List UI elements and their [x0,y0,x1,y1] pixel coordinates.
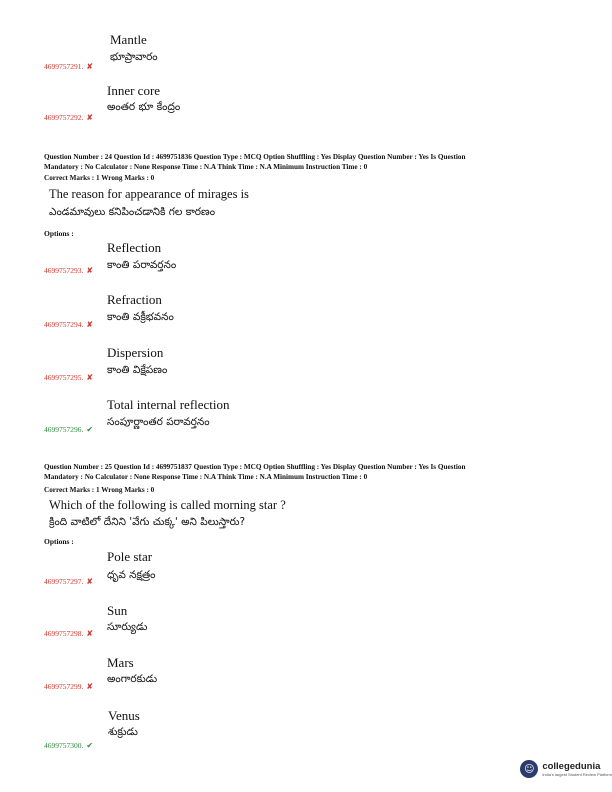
option-en: Venus [108,708,140,723]
wrong-mark-icon: ✘ [86,682,94,691]
question-marks: Correct Marks : 1 Wrong Marks : 0 [44,486,155,494]
option-id [44,373,93,382]
option-id [44,741,93,750]
option-id-text: 4699757294. [44,320,84,329]
option-id-text: 4699757299. [44,682,84,691]
question-meta: Mandatory : No Calculator : None Response Time : N.A Think Time : N.A Minimum Instruction Time : 0 [44,473,368,481]
option-te: సంపూర్ణాంతర పరావర్తనం [107,416,210,428]
options-label: Options : [44,537,74,546]
option-en: Refraction [107,292,162,307]
option-te: కాంతి పరావర్తనం [107,259,177,271]
option-id [44,266,93,275]
option-te: అంతర భూ కేంద్రం [107,101,181,113]
options-label: Options : [44,229,74,238]
wrong-mark-icon: ✘ [86,629,94,638]
option-en: Sun [107,603,128,618]
option-te: భూప్రావారం [110,51,158,63]
wrong-mark-icon: ✘ [86,62,94,71]
brand-text [538,761,612,777]
option-te: అంగారకుడు [107,673,158,685]
option-id-text: 4699757295. [44,373,84,382]
question-text-te: క్రింది వాటిలో దేనిని 'వేగు చుక్క' అని పిలుస్తారు? [49,516,246,528]
option-en: Total internal reflection [107,397,230,412]
wrong-mark-icon: ✘ [86,113,94,122]
brand-mascot-icon: ☺ [520,760,538,778]
option-te: శుక్రుడు [108,726,138,738]
wrong-mark-icon: ✘ [86,373,94,382]
question-text-en: The reason for appearance of mirages is [49,187,249,201]
option-id [44,425,93,434]
option-en: Pole star [107,549,153,564]
brand-tagline: India's largest Student Review Platform [542,772,612,777]
option-id [44,629,93,638]
wrong-mark-icon: ✘ [86,320,94,329]
option-te: సూర్యుడు [107,621,148,633]
option-en: Mars [107,655,134,670]
option-id-text: 4699757291. [44,62,84,71]
option-id-text: 4699757297. [44,577,84,586]
question-text-en: Which of the following is called morning star ? [49,498,286,512]
option-id-text: 4699757293. [44,266,84,275]
option-id [44,320,93,329]
question-meta: Question Number : 24 Question Id : 4699751836 Question Type : MCQ Option Shuffling : Yes Display Question Number : Yes Is Question [44,153,466,161]
option-te: ధృవ నక్షత్రం [107,569,156,581]
option-en: Inner core [107,83,161,98]
question-marks: Correct Marks : 1 Wrong Marks : 0 [44,174,155,182]
option-id-text: 4699757298. [44,629,84,638]
option-te: కాంతి విక్షేపణం [107,364,168,376]
option-en: Reflection [107,240,162,255]
brand-name: collegedunia [542,761,601,772]
option-id-text: 4699757292. [44,113,84,122]
option-id [44,682,93,691]
question-meta: Question Number : 25 Question Id : 4699751837 Question Type : MCQ Option Shuffling : Yes Display Question Number : Yes Is Question [44,463,466,471]
question-meta: Mandatory : No Calculator : None Response Time : N.A Think Time : N.A Minimum Instruction Time : 0 [44,163,368,171]
correct-mark-icon: ✔ [86,741,94,750]
option-id-text: 4699757300. [44,741,84,750]
question-text-te: ఎండమావులు కనిపించడానికి గల కారణం [49,206,216,218]
option-id [44,113,93,122]
wrong-mark-icon: ✘ [86,577,94,586]
wrong-mark-icon: ✘ [86,266,94,275]
option-en: Mantle [110,32,147,47]
brand-logo [520,760,612,778]
option-te: కాంతి వక్రీభవనం [107,311,174,323]
option-id [44,577,93,586]
option-id [44,62,93,71]
correct-mark-icon: ✔ [86,425,94,434]
option-en: Dispersion [107,345,164,360]
option-id-text: 4699757296. [44,425,84,434]
